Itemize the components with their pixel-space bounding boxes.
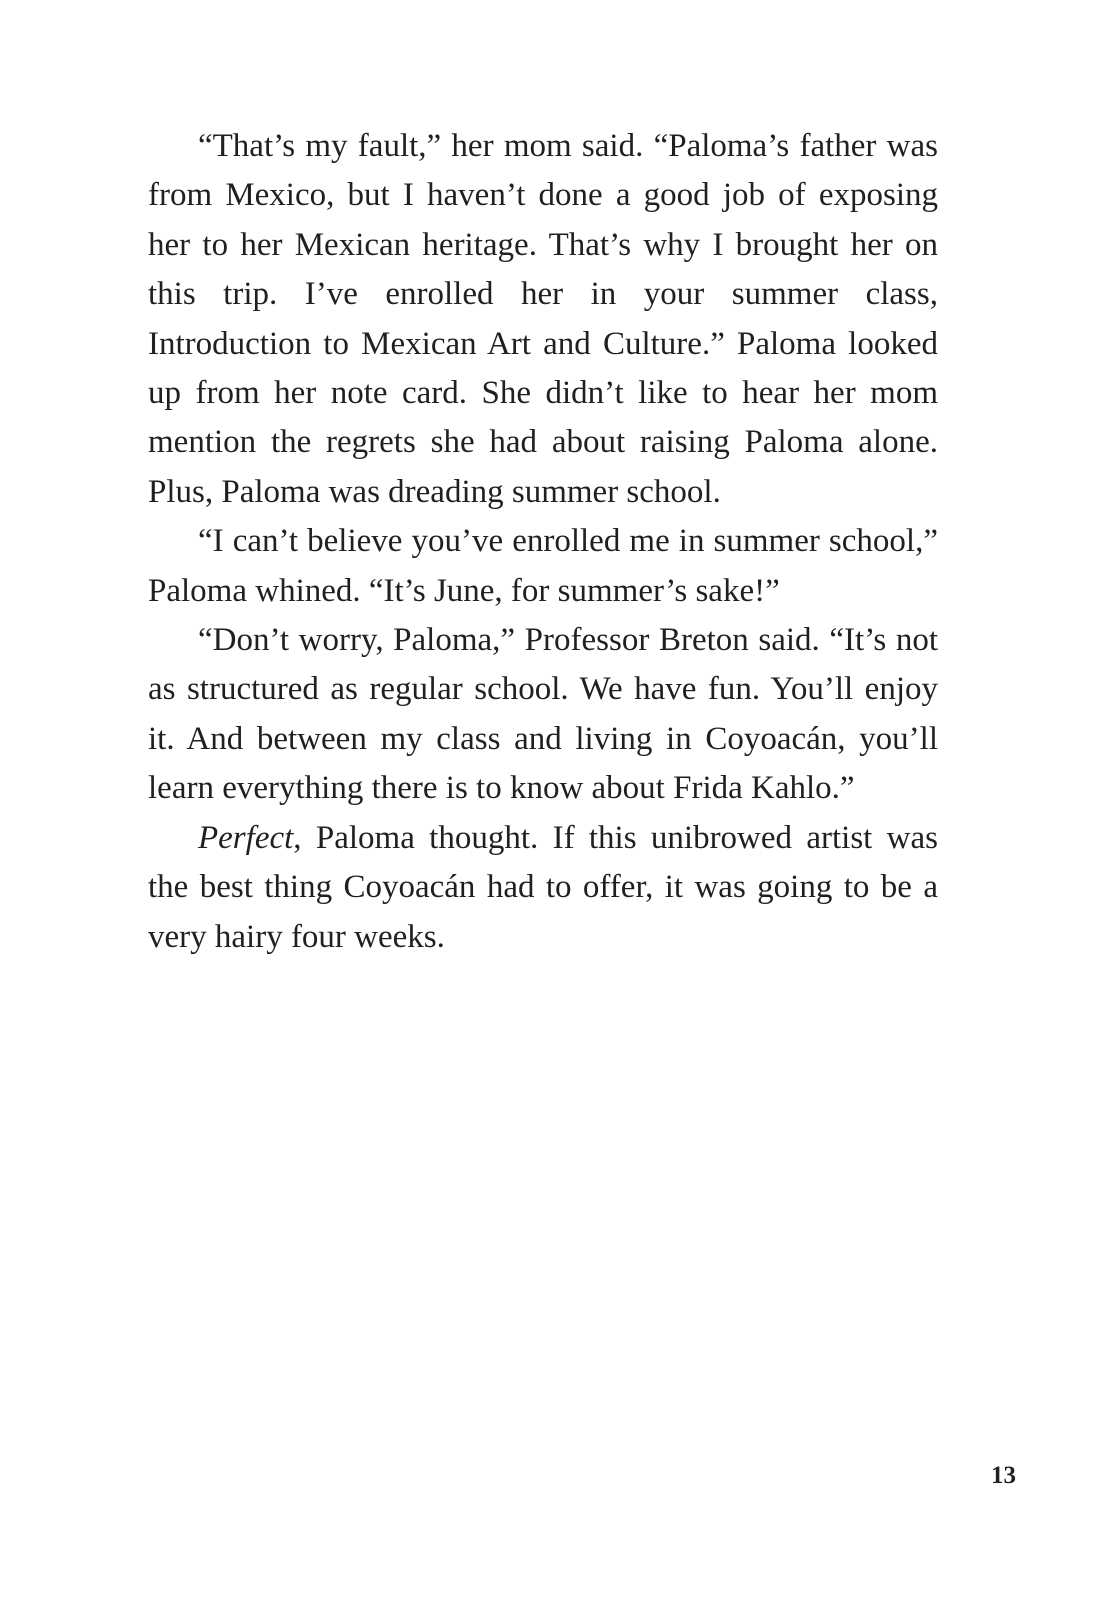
paragraph (148, 122, 938, 517)
body-text (148, 122, 938, 962)
page-number: 13 (991, 1462, 1016, 1489)
paragraph-text: , Paloma thought. If this unibrowed artist was the best thing Coyoacán had to offer, it was going to be a very hairy four weeks. (148, 819, 938, 955)
italic-word: Perfect (198, 819, 294, 856)
paragraph-text: “That’s my fault,” her mom said. “Paloma’s father was from Mexico, but I haven’t done a good job of exposing her to her Mexican heritage. That’s why I brought her on this trip. I’ve enrolled her in your summer class, Introduction to Mexican Art and Culture.” Paloma looked up from her note card. She didn’t like to hear her mom mention the regrets she had about raising Paloma alone. Plus, Paloma was dreading summer school. (148, 128, 938, 510)
paragraph (148, 616, 938, 814)
paragraph (148, 517, 938, 616)
paragraph-text: “Don’t worry, Paloma,” Professor Breton said. “It’s not as structured as regular school. We have fun. You’ll enjoy it. And between my class and living in Coyoacán, you’ll learn everything there is to know about Frida Kahlo.” (148, 622, 938, 807)
paragraph-text: “I can’t believe you’ve enrolled me in summer school,” Paloma whined. “It’s June, for summer’s sake!” (148, 523, 938, 609)
paragraph (148, 814, 938, 962)
